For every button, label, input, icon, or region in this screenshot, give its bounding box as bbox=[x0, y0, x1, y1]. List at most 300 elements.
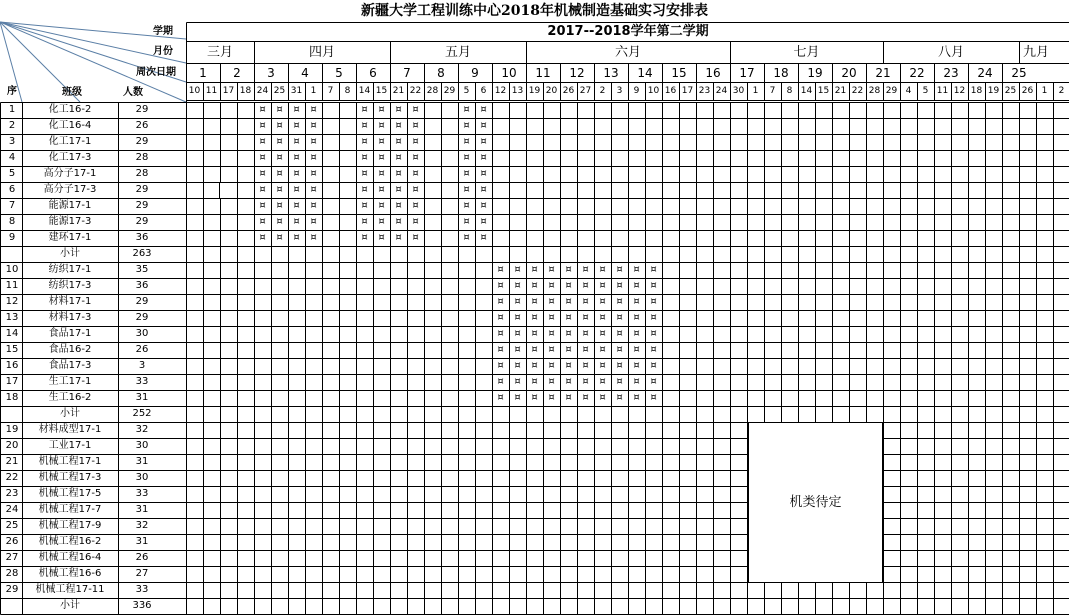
schedule-mark[interactable]: ¤ bbox=[378, 136, 385, 147]
schedule-mark[interactable]: ¤ bbox=[361, 104, 368, 115]
row-people-count: 30 bbox=[135, 472, 149, 483]
corner-week-label: 周次日期 bbox=[136, 67, 176, 78]
schedule-mark[interactable]: ¤ bbox=[650, 344, 657, 355]
schedule-mark[interactable]: ¤ bbox=[412, 200, 419, 211]
row-seq: 15 bbox=[5, 344, 19, 355]
row-class-name: 食品16-2 bbox=[48, 344, 92, 355]
schedule-mark[interactable]: ¤ bbox=[497, 296, 504, 307]
schedule-mark[interactable]: ¤ bbox=[616, 376, 623, 387]
row-seq: 22 bbox=[5, 472, 19, 483]
schedule-mark[interactable]: ¤ bbox=[633, 360, 640, 371]
schedule-mark[interactable]: ¤ bbox=[582, 328, 589, 339]
week-number: 12 bbox=[569, 65, 585, 80]
schedule-mark[interactable]: ¤ bbox=[310, 168, 317, 179]
row-seq: 25 bbox=[5, 520, 19, 531]
schedule-mark[interactable]: ¤ bbox=[514, 264, 521, 275]
schedule-mark[interactable]: ¤ bbox=[616, 360, 623, 371]
schedule-mark[interactable]: ¤ bbox=[633, 344, 640, 355]
schedule-mark[interactable]: ¤ bbox=[378, 168, 385, 179]
schedule-mark[interactable]: ¤ bbox=[514, 328, 521, 339]
schedule-mark[interactable]: ¤ bbox=[548, 296, 555, 307]
row-seq: 1 bbox=[8, 104, 16, 115]
date-cell: 7 bbox=[769, 85, 776, 96]
schedule-mark[interactable]: ¤ bbox=[633, 280, 640, 291]
date-cell: 28 bbox=[868, 85, 881, 96]
row-people-count: 27 bbox=[135, 568, 149, 579]
row-seq: 8 bbox=[8, 216, 16, 227]
date-cell: 6 bbox=[480, 85, 487, 96]
schedule-mark[interactable]: ¤ bbox=[616, 328, 623, 339]
schedule-mark[interactable]: ¤ bbox=[463, 120, 470, 131]
schedule-mark[interactable]: ¤ bbox=[548, 360, 555, 371]
schedule-mark[interactable]: ¤ bbox=[310, 152, 317, 163]
schedule-mark[interactable]: ¤ bbox=[412, 152, 419, 163]
schedule-mark[interactable]: ¤ bbox=[276, 232, 283, 243]
schedule-mark[interactable]: ¤ bbox=[565, 376, 572, 387]
week-number: 4 bbox=[301, 65, 309, 80]
week-number: 19 bbox=[807, 65, 823, 80]
date-cell: 9 bbox=[633, 85, 640, 96]
date-cell: 1 bbox=[752, 85, 759, 96]
schedule-mark[interactable]: ¤ bbox=[259, 104, 266, 115]
schedule-mark[interactable]: ¤ bbox=[599, 280, 606, 291]
schedule-mark[interactable]: ¤ bbox=[548, 312, 555, 323]
row-seq: 14 bbox=[5, 328, 19, 339]
schedule-mark[interactable]: ¤ bbox=[310, 136, 317, 147]
schedule-mark[interactable]: ¤ bbox=[650, 312, 657, 323]
schedule-mark[interactable]: ¤ bbox=[497, 280, 504, 291]
schedule-mark[interactable]: ¤ bbox=[514, 376, 521, 387]
row-class-name: 化工17-1 bbox=[48, 136, 92, 147]
row-people-count: 31 bbox=[135, 504, 149, 515]
row-seq: 27 bbox=[5, 552, 19, 563]
schedule-mark[interactable]: ¤ bbox=[548, 392, 555, 403]
row-people-count: 32 bbox=[135, 424, 149, 435]
schedule-mark[interactable]: ¤ bbox=[531, 312, 538, 323]
schedule-mark[interactable]: ¤ bbox=[480, 136, 487, 147]
row-people-count: 263 bbox=[132, 248, 152, 259]
schedule-mark[interactable]: ¤ bbox=[276, 152, 283, 163]
schedule-mark[interactable]: ¤ bbox=[497, 328, 504, 339]
schedule-mark[interactable]: ¤ bbox=[582, 344, 589, 355]
schedule-mark[interactable]: ¤ bbox=[531, 344, 538, 355]
date-cell: 3 bbox=[616, 85, 623, 96]
schedule-mark[interactable]: ¤ bbox=[293, 200, 300, 211]
date-cell: 18 bbox=[239, 85, 252, 96]
date-cell: 13 bbox=[511, 85, 524, 96]
schedule-mark[interactable]: ¤ bbox=[599, 312, 606, 323]
schedule-mark[interactable]: ¤ bbox=[412, 184, 419, 195]
schedule-mark[interactable]: ¤ bbox=[395, 168, 402, 179]
schedule-mark[interactable]: ¤ bbox=[361, 152, 368, 163]
row-class-name: 工业17-1 bbox=[48, 440, 92, 451]
schedule-mark[interactable]: ¤ bbox=[616, 264, 623, 275]
schedule-mark[interactable]: ¤ bbox=[361, 216, 368, 227]
row-seq: 6 bbox=[8, 184, 16, 195]
schedule-mark[interactable]: ¤ bbox=[378, 152, 385, 163]
date-cell: 19 bbox=[528, 85, 541, 96]
date-cell: 21 bbox=[834, 85, 847, 96]
term-label: 2017--2018学年第二学期 bbox=[547, 24, 709, 39]
row-class-name: 小计 bbox=[60, 600, 80, 611]
date-cell: 5 bbox=[463, 85, 470, 96]
corner-semester-label: 学期 bbox=[153, 26, 173, 37]
date-cell: 15 bbox=[817, 85, 830, 96]
row-seq: 16 bbox=[5, 360, 19, 371]
schedule-mark[interactable]: ¤ bbox=[616, 344, 623, 355]
row-people-count: 33 bbox=[135, 376, 149, 387]
schedule-mark[interactable]: ¤ bbox=[293, 216, 300, 227]
schedule-mark[interactable]: ¤ bbox=[633, 264, 640, 275]
date-cell: 2 bbox=[1058, 85, 1065, 96]
schedule-mark[interactable]: ¤ bbox=[378, 184, 385, 195]
week-number: 25 bbox=[1011, 65, 1027, 80]
schedule-mark[interactable]: ¤ bbox=[310, 120, 317, 131]
schedule-mark[interactable]: ¤ bbox=[293, 168, 300, 179]
schedule-mark[interactable]: ¤ bbox=[616, 312, 623, 323]
row-seq: 18 bbox=[5, 392, 19, 403]
schedule-mark[interactable]: ¤ bbox=[497, 376, 504, 387]
schedule-mark[interactable]: ¤ bbox=[276, 200, 283, 211]
schedule-mark[interactable]: ¤ bbox=[276, 120, 283, 131]
schedule-mark[interactable]: ¤ bbox=[395, 104, 402, 115]
row-seq: 2 bbox=[8, 120, 16, 131]
schedule-mark[interactable]: ¤ bbox=[412, 104, 419, 115]
schedule-mark[interactable]: ¤ bbox=[599, 360, 606, 371]
schedule-mark[interactable]: ¤ bbox=[582, 280, 589, 291]
schedule-mark[interactable]: ¤ bbox=[293, 120, 300, 131]
schedule-mark[interactable]: ¤ bbox=[259, 200, 266, 211]
schedule-mark[interactable]: ¤ bbox=[582, 392, 589, 403]
schedule-mark[interactable]: ¤ bbox=[497, 264, 504, 275]
schedule-mark[interactable]: ¤ bbox=[463, 200, 470, 211]
row-people-count: 33 bbox=[135, 488, 149, 499]
schedule-mark[interactable]: ¤ bbox=[531, 392, 538, 403]
row-seq: 24 bbox=[5, 504, 19, 515]
schedule-mark[interactable]: ¤ bbox=[531, 376, 538, 387]
week-number: 1 bbox=[199, 65, 207, 80]
schedule-mark[interactable]: ¤ bbox=[565, 344, 572, 355]
schedule-mark[interactable]: ¤ bbox=[497, 360, 504, 371]
schedule-mark[interactable]: ¤ bbox=[463, 168, 470, 179]
schedule-mark[interactable]: ¤ bbox=[514, 312, 521, 323]
schedule-mark[interactable]: ¤ bbox=[310, 232, 317, 243]
schedule-mark[interactable]: ¤ bbox=[582, 296, 589, 307]
schedule-mark[interactable]: ¤ bbox=[395, 216, 402, 227]
schedule-mark[interactable]: ¤ bbox=[310, 200, 317, 211]
schedule-mark[interactable]: ¤ bbox=[531, 328, 538, 339]
row-class-name: 建环17-1 bbox=[48, 232, 92, 243]
row-class-name: 纺织17-3 bbox=[48, 280, 92, 291]
week-number: 18 bbox=[773, 65, 789, 80]
row-seq: 5 bbox=[8, 168, 16, 179]
schedule-mark[interactable]: ¤ bbox=[497, 312, 504, 323]
schedule-mark[interactable]: ¤ bbox=[650, 296, 657, 307]
pending-block: 机类待定 bbox=[748, 423, 883, 582]
row-class-name: 食品17-1 bbox=[48, 328, 92, 339]
week-number: 6 bbox=[369, 65, 377, 80]
row-seq: 7 bbox=[8, 200, 16, 211]
schedule-mark[interactable]: ¤ bbox=[480, 184, 487, 195]
schedule-mark[interactable]: ¤ bbox=[412, 232, 419, 243]
schedule-mark[interactable]: ¤ bbox=[650, 264, 657, 275]
schedule-mark[interactable]: ¤ bbox=[480, 232, 487, 243]
schedule-mark[interactable]: ¤ bbox=[378, 104, 385, 115]
schedule-mark[interactable]: ¤ bbox=[565, 312, 572, 323]
schedule-mark[interactable]: ¤ bbox=[293, 232, 300, 243]
date-cell: 8 bbox=[344, 85, 351, 96]
schedule-mark[interactable]: ¤ bbox=[378, 232, 385, 243]
row-seq: 23 bbox=[5, 488, 19, 499]
row-class-name: 材料17-3 bbox=[48, 312, 92, 323]
schedule-mark[interactable]: ¤ bbox=[293, 184, 300, 195]
row-seq: 10 bbox=[5, 264, 19, 275]
month-header: 四月 bbox=[308, 44, 335, 60]
schedule-mark[interactable]: ¤ bbox=[480, 120, 487, 131]
schedule-mark[interactable]: ¤ bbox=[565, 296, 572, 307]
schedule-mark[interactable]: ¤ bbox=[259, 216, 266, 227]
row-people-count: 29 bbox=[135, 312, 149, 323]
row-seq: 19 bbox=[5, 424, 19, 435]
selected-cell[interactable] bbox=[219, 182, 238, 199]
schedule-mark[interactable]: ¤ bbox=[582, 264, 589, 275]
schedule-mark[interactable]: ¤ bbox=[395, 152, 402, 163]
row-class-name: 材料17-1 bbox=[48, 296, 92, 307]
row-people-count: 26 bbox=[135, 552, 149, 563]
row-people-count: 29 bbox=[135, 184, 149, 195]
date-cell: 11 bbox=[936, 85, 949, 96]
row-class-name: 高分子17-3 bbox=[43, 184, 97, 195]
schedule-mark[interactable]: ¤ bbox=[565, 360, 572, 371]
schedule-mark[interactable]: ¤ bbox=[616, 296, 623, 307]
row-people-count: 28 bbox=[135, 168, 149, 179]
schedule-mark[interactable]: ¤ bbox=[276, 104, 283, 115]
schedule-mark[interactable]: ¤ bbox=[259, 168, 266, 179]
row-class-name: 化工16-2 bbox=[48, 104, 92, 115]
schedule-mark[interactable]: ¤ bbox=[361, 136, 368, 147]
schedule-mark[interactable]: ¤ bbox=[514, 344, 521, 355]
row-people-count: 31 bbox=[135, 456, 149, 467]
schedule-mark[interactable]: ¤ bbox=[378, 120, 385, 131]
row-class-name: 化工17-3 bbox=[48, 152, 92, 163]
month-header: 八月 bbox=[937, 44, 964, 60]
date-cell: 28 bbox=[426, 85, 439, 96]
schedule-mark[interactable]: ¤ bbox=[395, 232, 402, 243]
schedule-mark[interactable]: ¤ bbox=[650, 280, 657, 291]
date-cell: 31 bbox=[290, 85, 303, 96]
schedule-mark[interactable]: ¤ bbox=[548, 328, 555, 339]
schedule-mark[interactable]: ¤ bbox=[616, 392, 623, 403]
row-seq: 21 bbox=[5, 456, 19, 467]
schedule-mark[interactable]: ¤ bbox=[565, 264, 572, 275]
date-cell: 14 bbox=[358, 85, 371, 96]
schedule-mark[interactable]: ¤ bbox=[463, 216, 470, 227]
schedule-mark[interactable]: ¤ bbox=[565, 392, 572, 403]
date-cell: 26 bbox=[1021, 85, 1034, 96]
schedule-mark[interactable]: ¤ bbox=[259, 136, 266, 147]
schedule-mark[interactable]: ¤ bbox=[293, 152, 300, 163]
schedule-mark[interactable]: ¤ bbox=[599, 328, 606, 339]
week-number: 11 bbox=[535, 65, 551, 80]
schedule-mark[interactable]: ¤ bbox=[310, 184, 317, 195]
schedule-mark[interactable]: ¤ bbox=[650, 360, 657, 371]
schedule-mark[interactable]: ¤ bbox=[480, 152, 487, 163]
schedule-mark[interactable]: ¤ bbox=[463, 184, 470, 195]
row-people-count: 26 bbox=[135, 344, 149, 355]
schedule-mark[interactable]: ¤ bbox=[480, 104, 487, 115]
row-seq: 20 bbox=[5, 440, 19, 451]
week-number: 13 bbox=[603, 65, 619, 80]
schedule-mark[interactable]: ¤ bbox=[599, 264, 606, 275]
row-people-count: 26 bbox=[135, 120, 149, 131]
schedule-mark[interactable]: ¤ bbox=[412, 168, 419, 179]
schedule-mark[interactable]: ¤ bbox=[548, 264, 555, 275]
schedule-mark[interactable]: ¤ bbox=[514, 360, 521, 371]
schedule-mark[interactable]: ¤ bbox=[259, 120, 266, 131]
date-cell: 8 bbox=[786, 85, 793, 96]
schedule-mark[interactable]: ¤ bbox=[531, 296, 538, 307]
row-people-count: 33 bbox=[135, 584, 149, 595]
schedule-mark[interactable]: ¤ bbox=[565, 328, 572, 339]
row-class-name: 食品17-3 bbox=[48, 360, 92, 371]
schedule-mark[interactable]: ¤ bbox=[548, 344, 555, 355]
schedule-mark[interactable]: ¤ bbox=[599, 344, 606, 355]
week-number: 20 bbox=[841, 65, 857, 80]
row-class-name: 小计 bbox=[60, 248, 80, 259]
row-people-count: 29 bbox=[135, 216, 149, 227]
schedule-mark[interactable]: ¤ bbox=[616, 280, 623, 291]
schedule-mark[interactable]: ¤ bbox=[497, 392, 504, 403]
schedule-mark[interactable]: ¤ bbox=[633, 328, 640, 339]
schedule-mark[interactable]: ¤ bbox=[463, 104, 470, 115]
schedule-mark[interactable]: ¤ bbox=[548, 280, 555, 291]
schedule-mark[interactable]: ¤ bbox=[599, 376, 606, 387]
schedule-mark[interactable]: ¤ bbox=[378, 216, 385, 227]
schedule-mark[interactable]: ¤ bbox=[361, 232, 368, 243]
schedule-mark[interactable]: ¤ bbox=[633, 376, 640, 387]
schedule-mark[interactable]: ¤ bbox=[650, 328, 657, 339]
schedule-mark[interactable]: ¤ bbox=[412, 120, 419, 131]
row-people-count: 36 bbox=[135, 232, 149, 243]
schedule-mark[interactable]: ¤ bbox=[633, 296, 640, 307]
schedule-mark[interactable]: ¤ bbox=[463, 152, 470, 163]
schedule-mark[interactable]: ¤ bbox=[463, 232, 470, 243]
schedule-mark[interactable]: ¤ bbox=[276, 184, 283, 195]
schedule-mark[interactable]: ¤ bbox=[650, 376, 657, 387]
date-cell: 19 bbox=[987, 85, 1000, 96]
schedule-mark[interactable]: ¤ bbox=[548, 376, 555, 387]
row-class-name: 高分子17-1 bbox=[43, 168, 97, 179]
schedule-mark[interactable]: ¤ bbox=[633, 312, 640, 323]
sheet-title: 新疆大学工程训练中心2018年机械制造基础实习安排表 bbox=[361, 3, 708, 19]
schedule-mark[interactable]: ¤ bbox=[293, 136, 300, 147]
schedule-mark[interactable]: ¤ bbox=[259, 152, 266, 163]
date-cell: 17 bbox=[222, 85, 235, 96]
schedule-mark[interactable]: ¤ bbox=[276, 136, 283, 147]
month-header: 六月 bbox=[614, 44, 641, 60]
date-cell: 1 bbox=[1041, 85, 1048, 96]
week-number: 14 bbox=[637, 65, 653, 80]
schedule-mark[interactable]: ¤ bbox=[463, 136, 470, 147]
row-seq: 12 bbox=[5, 296, 19, 307]
schedule-mark[interactable]: ¤ bbox=[276, 216, 283, 227]
schedule-mark[interactable]: ¤ bbox=[361, 120, 368, 131]
row-seq: 13 bbox=[5, 312, 19, 323]
month-header: 五月 bbox=[444, 44, 471, 60]
schedule-mark[interactable]: ¤ bbox=[531, 360, 538, 371]
schedule-mark[interactable]: ¤ bbox=[514, 296, 521, 307]
schedule-mark[interactable]: ¤ bbox=[395, 200, 402, 211]
date-cell: 22 bbox=[851, 85, 864, 96]
row-class-name: 机械工程17-1 bbox=[38, 456, 102, 467]
date-cell: 24 bbox=[256, 85, 269, 96]
schedule-mark[interactable]: ¤ bbox=[599, 296, 606, 307]
row-people-count: 252 bbox=[132, 408, 152, 419]
schedule-mark[interactable]: ¤ bbox=[497, 344, 504, 355]
row-people-count: 31 bbox=[135, 392, 149, 403]
row-class-name: 纺织17-1 bbox=[48, 264, 92, 275]
date-cell: 5 bbox=[922, 85, 929, 96]
row-people-count: 32 bbox=[135, 520, 149, 531]
date-cell: 30 bbox=[732, 85, 745, 96]
schedule-mark[interactable]: ¤ bbox=[633, 392, 640, 403]
schedule-mark[interactable]: ¤ bbox=[395, 184, 402, 195]
schedule-mark[interactable]: ¤ bbox=[650, 392, 657, 403]
schedule-mark[interactable]: ¤ bbox=[531, 264, 538, 275]
row-seq: 26 bbox=[5, 536, 19, 547]
schedule-mark[interactable]: ¤ bbox=[259, 232, 266, 243]
schedule-mark[interactable]: ¤ bbox=[599, 392, 606, 403]
schedule-mark[interactable]: ¤ bbox=[582, 376, 589, 387]
schedule-mark[interactable]: ¤ bbox=[412, 136, 419, 147]
schedule-mark[interactable]: ¤ bbox=[310, 216, 317, 227]
schedule-mark[interactable]: ¤ bbox=[361, 200, 368, 211]
row-class-name: 机械工程17-9 bbox=[38, 520, 102, 531]
month-header: 九月 bbox=[1022, 44, 1049, 60]
corner-month-label: 月份 bbox=[153, 46, 173, 57]
schedule-mark[interactable]: ¤ bbox=[582, 312, 589, 323]
schedule-mark[interactable]: ¤ bbox=[480, 168, 487, 179]
schedule-mark[interactable]: ¤ bbox=[395, 136, 402, 147]
schedule-mark[interactable]: ¤ bbox=[480, 200, 487, 211]
schedule-mark[interactable]: ¤ bbox=[412, 216, 419, 227]
row-class-name: 机械工程16-2 bbox=[38, 536, 102, 547]
date-cell: 25 bbox=[273, 85, 286, 96]
week-number: 5 bbox=[335, 65, 343, 80]
week-number: 10 bbox=[501, 65, 517, 80]
date-cell: 7 bbox=[327, 85, 334, 96]
schedule-mark[interactable]: ¤ bbox=[293, 104, 300, 115]
schedule-mark[interactable]: ¤ bbox=[514, 280, 521, 291]
schedule-mark[interactable]: ¤ bbox=[259, 184, 266, 195]
schedule-mark[interactable]: ¤ bbox=[361, 184, 368, 195]
schedule-mark[interactable]: ¤ bbox=[514, 392, 521, 403]
schedule-mark[interactable]: ¤ bbox=[310, 104, 317, 115]
date-cell: 29 bbox=[443, 85, 456, 96]
row-people-count: 28 bbox=[135, 152, 149, 163]
row-class-name: 小计 bbox=[60, 408, 80, 419]
date-cell: 16 bbox=[664, 85, 677, 96]
schedule-mark[interactable]: ¤ bbox=[276, 168, 283, 179]
date-cell: 12 bbox=[494, 85, 507, 96]
schedule-mark[interactable]: ¤ bbox=[395, 120, 402, 131]
schedule-mark[interactable]: ¤ bbox=[480, 216, 487, 227]
schedule-mark[interactable]: ¤ bbox=[565, 280, 572, 291]
schedule-mark[interactable]: ¤ bbox=[361, 168, 368, 179]
schedule-mark[interactable]: ¤ bbox=[531, 280, 538, 291]
schedule-mark[interactable]: ¤ bbox=[378, 200, 385, 211]
schedule-mark[interactable]: ¤ bbox=[582, 360, 589, 371]
